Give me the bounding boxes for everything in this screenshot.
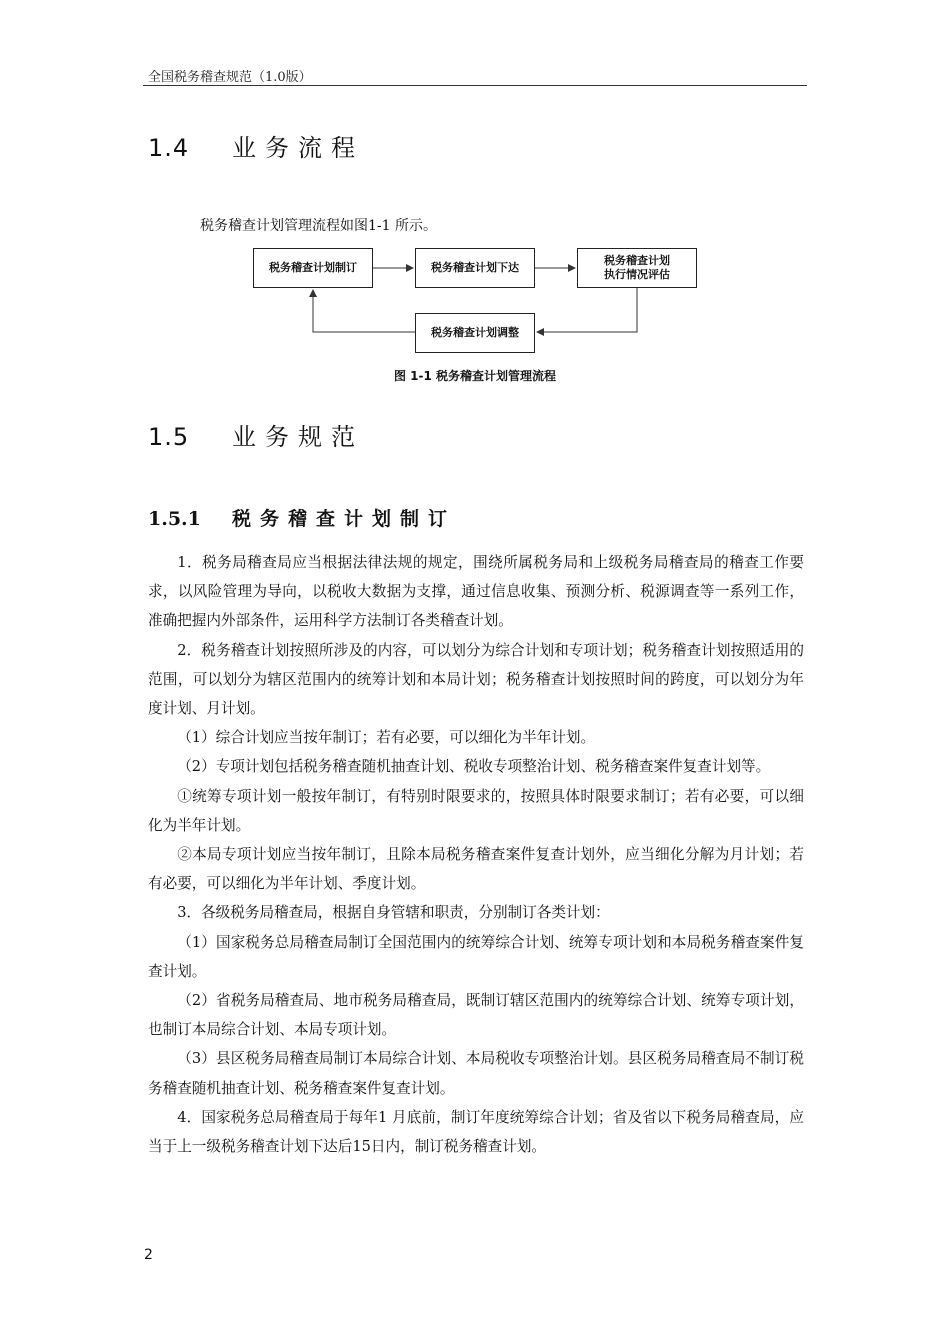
section-number: 1.5 bbox=[148, 423, 190, 451]
flow-box-line: 执行情况评估 bbox=[604, 268, 670, 281]
section-heading-1-5 bbox=[148, 417, 364, 452]
intro-paragraph: 税务稽查计划管理流程如图1-1 所示。 bbox=[200, 218, 437, 234]
paragraph: ②本局专项计划应当按年制订，且除本局税务稽查案件复查计划外，应当细化分解为月计划；若有必要，可以细化为半年计划、季度计划。 bbox=[148, 846, 804, 893]
running-header: 全国税务稽查规范（1.0版） bbox=[148, 70, 312, 85]
paragraph: 4．国家税务总局稽查局于每年1 月底前，制订年度统筹综合计划；省及省以下税务局稽查局，应当于上一级税务稽查计划下达后15日内，制订税务稽查计划。 bbox=[148, 1108, 804, 1156]
page-number: 2 bbox=[144, 1247, 153, 1263]
flow-box-line: 税务稽查计划 bbox=[604, 254, 670, 267]
paragraph: （2）专项计划包括税务稽查随机抽查计划、税收专项整治计划、税务稽查案件复查计划等。 bbox=[177, 758, 771, 776]
flowchart bbox=[240, 240, 720, 370]
body-text bbox=[148, 548, 804, 1161]
paragraph: （1）综合计划应当按年制订；若有必要，可以细化为半年计划。 bbox=[177, 729, 596, 747]
paragraph: （2）省税务局稽查局、地市税务局稽查局，既制订辖区范围内的统筹综合计划、统筹专项计划，也制订本局综合计划、本局专项计划。 bbox=[148, 992, 804, 1039]
subsection-title: 税务稽查计划制订 bbox=[232, 508, 457, 530]
header-divider bbox=[143, 85, 807, 86]
subsection-heading-1-5-1 bbox=[148, 504, 456, 531]
figure-caption: 图 1-1 税务稽查计划管理流程 bbox=[393, 369, 557, 383]
paragraph: （1）国家税务总局稽查局制订全国范围内的统筹综合计划、统筹专项计划和本局税务稽查案件复查计划。 bbox=[148, 933, 804, 980]
paragraph: 1．税务局稽查局应当根据法律法规的规定，围绕所属税务局和上级税务局稽查局的稽查工作要求，以风险管理为导向，以税收大数据为支撑，通过信息收集、预测分析、税源调查等一系列工作，准确把握内外部条件，运用科学方法制订各类稽查计划。 bbox=[148, 554, 804, 630]
subsection-number: 1.5.1 bbox=[148, 508, 201, 530]
arrow-4-to-1 bbox=[313, 290, 415, 332]
section-title: 业务流程 bbox=[232, 134, 364, 162]
paragraph: 3．各级税务局稽查局，根据自身管辖和职责，分别制订各类计划： bbox=[177, 904, 610, 922]
flow-box-plan-making: 税务稽查计划制订 bbox=[253, 248, 373, 288]
flow-box-plan-evaluation bbox=[577, 248, 697, 288]
paragraph: ①统筹专项计划一般按年制订，有特别时限要求的，按照具体时限要求制订；若有必要，可以细化为半年计划。 bbox=[148, 787, 804, 834]
paragraph: （3）县区税务局稽查局制订本局综合计划、本局税收专项整治计划。县区税务局稽查局不制订税务稽查随机抽查计划、税务稽查案件复查计划。 bbox=[148, 1050, 804, 1097]
paragraph: 2．税务稽查计划按照所涉及的内容，可以划分为综合计划和专项计划；税务稽查计划按照适用的范围，可以划分为辖区范围内的统筹计划和本局计划；税务稽查计划按照时间的跨度，可以划分为年度计划、月计划。 bbox=[148, 641, 804, 718]
section-heading-1-4 bbox=[148, 128, 364, 163]
arrow-3-to-4 bbox=[537, 288, 637, 332]
flow-box-plan-adjustment: 税务稽查计划调整 bbox=[415, 313, 535, 353]
flow-box-plan-issuing: 税务稽查计划下达 bbox=[415, 248, 535, 288]
section-number: 1.4 bbox=[148, 134, 190, 162]
section-title: 业务规范 bbox=[232, 423, 364, 451]
